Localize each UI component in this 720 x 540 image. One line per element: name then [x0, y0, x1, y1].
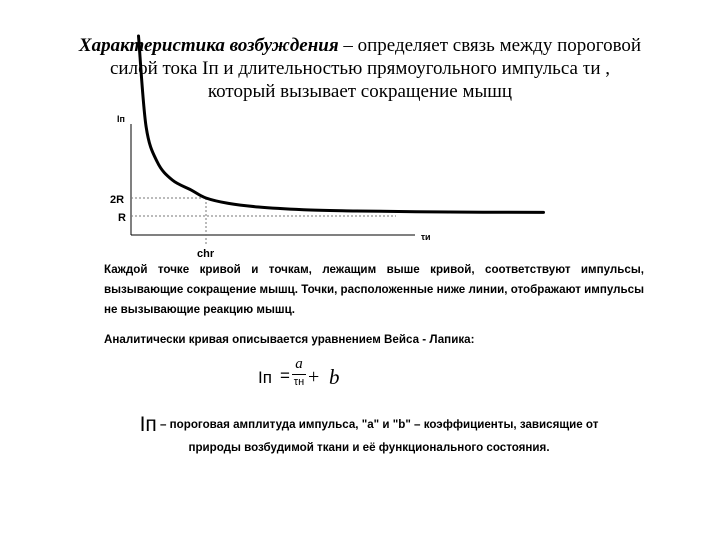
formula-equals: =: [280, 366, 290, 385]
formula-lhs: Iп: [258, 368, 272, 387]
tick-label-r: R: [118, 212, 126, 224]
title-line1-rest: – определяет связь между пороговой: [338, 35, 642, 56]
title-line2: силой тока Iп и длительностью прямоугольного импульса τи ,: [109, 58, 610, 79]
formula-numerator: a: [295, 356, 303, 372]
formula-denominator: τн: [293, 376, 305, 388]
definition-text: – пороговая амплитуда импульса, "а" и "b" – коэффициенты, зависящие от природы возбудимой ткани и её функционального состояния.: [156, 418, 599, 454]
title-line3: который вызывает сокращение мышц: [207, 81, 513, 102]
formula-plus: +: [308, 366, 320, 388]
definition-paragraph: [124, 413, 614, 459]
strength-duration-curve: [139, 36, 544, 212]
tick-label-chr: chr: [197, 248, 215, 260]
explanation-paragraph: Каждой точке кривой и точкам, лежащим выше кривой, соответствуют импульсы, вызывающие сокращение мышц. Точки, расположенные ниже линии, отображают импульсы не вызывающие реакцию мышц.: [104, 263, 644, 316]
tick-label-2r: 2R: [110, 194, 125, 206]
equation-intro: Аналитически кривая описывается уравнением Вейса - Лапика:: [104, 333, 475, 346]
fraction-bar: [292, 374, 306, 375]
weiss-lapicque-formula: [258, 356, 378, 396]
x-axis-label: τи: [421, 232, 431, 242]
definition-symbol: Iп: [139, 413, 157, 436]
formula-fraction: [292, 356, 306, 389]
title-term: Характеристика возбуждения: [78, 35, 339, 56]
y-axis-label: Iп: [117, 114, 125, 124]
formula-b: b: [329, 365, 340, 389]
